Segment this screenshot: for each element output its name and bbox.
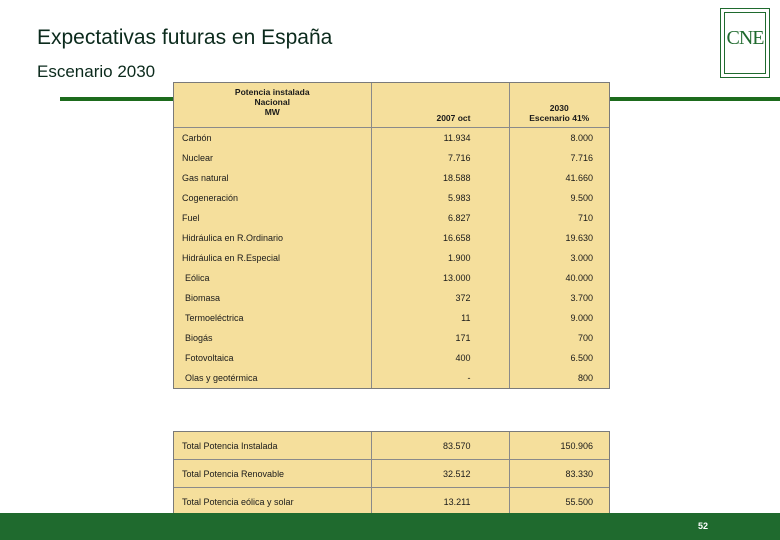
totals-value-2030: 83.330 xyxy=(509,460,609,488)
table-row xyxy=(174,168,609,188)
table-row xyxy=(174,208,609,228)
table-row xyxy=(174,248,609,268)
row-value-2007: 7.716 xyxy=(371,148,509,168)
row-value-2007: - xyxy=(371,368,509,388)
footer-bar xyxy=(0,513,780,540)
totals-value-2030: 150.906 xyxy=(509,432,609,460)
row-value-2007: 11.934 xyxy=(371,127,509,148)
page-title: Expectativas futuras en España xyxy=(37,26,333,49)
totals-value-2030: 55.500 xyxy=(509,488,609,516)
row-value-2030: 9.500 xyxy=(509,188,609,208)
row-value-2007: 171 xyxy=(371,328,509,348)
row-value-2030: 800 xyxy=(509,368,609,388)
row-value-2007: 372 xyxy=(371,288,509,308)
row-label: Fuel xyxy=(182,212,200,223)
row-value-2030: 41.660 xyxy=(509,168,609,188)
row-value-2007: 13.000 xyxy=(371,268,509,288)
row-value-2007: 11 xyxy=(371,308,509,328)
row-label: Fotovoltaica xyxy=(185,352,234,363)
totals-value-2007: 13.211 xyxy=(371,488,509,516)
totals-label: Total Potencia Renovable xyxy=(174,460,371,488)
row-value-2030: 8.000 xyxy=(509,127,609,148)
row-value-2007: 16.658 xyxy=(371,228,509,248)
header-col-2007: 2007 oct xyxy=(371,83,509,127)
totals-value-2007: 83.570 xyxy=(371,432,509,460)
totals-table-grid xyxy=(174,432,609,515)
totals-row xyxy=(174,488,609,516)
capacity-table xyxy=(173,82,610,389)
row-value-2030: 3.700 xyxy=(509,288,609,308)
header-label-line3: MW xyxy=(264,107,280,117)
totals-row xyxy=(174,432,609,460)
row-label: Cogeneración xyxy=(182,192,239,203)
row-label: Hidráulica en R.Ordinario xyxy=(182,232,284,243)
row-value-2007: 1.900 xyxy=(371,248,509,268)
header-label-line2: Nacional xyxy=(254,97,290,107)
totals-label: Total Potencia Instalada xyxy=(182,440,278,451)
row-value-2007: 6.827 xyxy=(371,208,509,228)
row-value-2030: 700 xyxy=(509,328,609,348)
table-row xyxy=(174,148,609,168)
row-label: Termoeléctrica xyxy=(185,312,244,323)
row-value-2030: 9.000 xyxy=(509,308,609,328)
row-value-2007: 18.588 xyxy=(371,168,509,188)
header-col-2030-line1: 2030 xyxy=(549,102,569,113)
row-label: Biogás xyxy=(185,332,213,343)
row-label: Nuclear xyxy=(182,152,214,163)
table-row xyxy=(174,268,609,288)
row-label: Hidráulica en R.Especial xyxy=(182,252,281,263)
row-label: Olas y geotérmica xyxy=(185,372,258,383)
row-value-2030: 710 xyxy=(509,208,609,228)
table-row xyxy=(174,228,609,248)
row-value-2030: 7.716 xyxy=(509,148,609,168)
header-col-2030-line2: Escenario 41% xyxy=(529,112,590,123)
header-col-2030 xyxy=(509,83,609,127)
row-label: Eólica xyxy=(185,272,210,283)
cne-logo-frame xyxy=(724,12,766,74)
totals-table xyxy=(173,431,610,515)
row-label: Carbón xyxy=(182,132,212,143)
cne-logo-text: CNE xyxy=(726,27,764,49)
row-label: Gas natural xyxy=(182,172,229,183)
header-label-line1: Potencia instalada xyxy=(234,87,310,97)
row-value-2030: 19.630 xyxy=(509,228,609,248)
table-row xyxy=(174,288,609,308)
row-value-2030: 40.000 xyxy=(509,268,609,288)
row-value-2007: 400 xyxy=(371,348,509,368)
table-row xyxy=(174,127,609,148)
cne-logo xyxy=(720,8,770,78)
page-number: 52 xyxy=(697,521,708,531)
row-value-2030: 6.500 xyxy=(509,348,609,368)
table-row xyxy=(174,348,609,368)
table-row xyxy=(174,308,609,328)
table-row xyxy=(174,188,609,208)
header-label-cell xyxy=(174,83,371,127)
table-header-row xyxy=(174,83,609,127)
totals-row xyxy=(174,460,609,488)
table-row xyxy=(174,328,609,348)
row-value-2007: 5.983 xyxy=(371,188,509,208)
totals-value-2007: 32.512 xyxy=(371,460,509,488)
table-row xyxy=(174,368,609,388)
totals-label: Total Potencia eólica y solar xyxy=(174,488,371,516)
capacity-table-grid xyxy=(174,83,609,388)
row-value-2030: 3.000 xyxy=(509,248,609,268)
row-label: Biomasa xyxy=(185,292,221,303)
page-subtitle: Escenario 2030 xyxy=(37,62,156,81)
